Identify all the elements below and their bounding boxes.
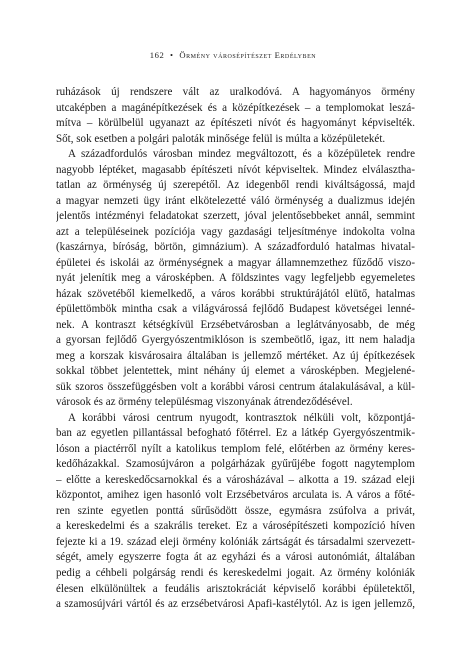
- text-line: ruházások új rendszere vált az uralkodóvá. A hagyományos örmény: [56, 86, 415, 98]
- text-line: Sőt, sok esetben a polgári paloták minősége felül is múlta a középületekét.: [56, 132, 386, 145]
- running-head-title: Örmény városépítészet Erdélyben: [179, 50, 317, 60]
- text-line: a szamosújvári vártól és az erzsébetvárosi Apafi-kastélytól. Az is igen jellemző,: [56, 598, 415, 611]
- text-line: sokkal többet jelentettek, mint néhány új elemet a városképben. Megjelené-: [56, 365, 415, 378]
- text-line: A századfordulós városban mindez megváltozott, és a középületek rendre: [68, 148, 415, 161]
- text-line: ségét, amely egyszerre fogta át az egyházi és a városi autonómiát, általában: [56, 551, 415, 564]
- text-line: a magyar nemzeti ügy iránt elkötelezetté váló örménység a dualizmus idején: [56, 194, 415, 207]
- text-line: épületei és iskolái az örménységnek a magyar államnemzethez fűződő viszo-: [56, 256, 415, 269]
- text-line: ren szinte egyetlen ponttá sűrűsödött össze, egymásra zsúfolva a privát,: [56, 504, 415, 517]
- body-text: [56, 85, 415, 613]
- text-line: jelentős intézményi feladatokat szerzett, jóval jelentősebbeket annál, semmint: [56, 210, 415, 223]
- text-line: ban az egyetlen pillantással befogható főtérrel. Ez a látkép Gyergyószentmik-: [56, 427, 415, 440]
- text-line: központot, amihez igen hasonló volt Erzsébetváros arculata is. A város a főté-: [56, 489, 415, 502]
- text-line: nyát jelenítik meg a városképben. A földszintes vagy legfeljebb egyemeletes: [56, 272, 415, 285]
- text-line: pedig a céhbeli polgárság rendi és kereskedelmi jogait. Az örmény kolóniák: [56, 566, 415, 579]
- text-line: a kereskedelmi és a szakrális tereket. Ez a városépítészeti kompozíció híven: [56, 520, 415, 533]
- text-line: azt a településeinek pozíciója vagy gazdasági teljesítménye indokolta volna: [56, 225, 415, 238]
- text-line: mítva – körülbelül ugyanazt az építészeti nívót és hagyományt képviselték.: [56, 117, 415, 130]
- text-line: házak szövetéből kiemelkedő, a város korábbi struktúrájától elütő, hatalmas: [56, 287, 415, 300]
- text-line: utcaképben a magánépítkezések és a középítkezések – a templomokat leszá-: [56, 101, 415, 114]
- text-line: a gyorsan fejlődő Gyergyószentmiklóson is szembeötlő, igaz, itt nem haladja: [56, 334, 415, 347]
- text-line: nek. A kontraszt kétségkívül Erzsébetvárosban a leglátványosabb, de még: [56, 318, 415, 331]
- text-line: nagyobb léptéket, magasabb építészeti nívót képviseltek. Mindez elválasztha-: [56, 163, 415, 176]
- text-line: kedőházakkal. Szamosújváron a polgárházak gyűrűjébe fogott nagytemplom: [56, 458, 415, 471]
- running-head: [0, 50, 466, 60]
- text-line: fejezte ki a 19. század eleji örmény kolóniák zártságát és társadalmi szervezett-: [56, 535, 415, 548]
- text-line: meg a korszak kisvárosaira általában is jellemző mértéket. Az új építkezések: [56, 349, 415, 362]
- text-line: épülettömbök mintha csak a világvárossá fejlődő Budapest követségei lenné-: [56, 303, 415, 316]
- text-line: (kaszárnya, bíróság, börtön, gimnázium). A századforduló hatalmas hivatal-: [56, 241, 415, 254]
- text-line: városok és az örmény településmag viszonyának átrendeződésével.: [56, 396, 353, 409]
- text-line: A korábbi városi centrum nyugodt, kontrasztok nélküli volt, központjá-: [68, 411, 415, 424]
- text-line: élesen elkülönültek a feudális arisztokráciát képviselő korábbi épületektől,: [56, 582, 415, 595]
- text-line: – előtte a kereskedőcsarnokkal és a városházával – alkotta a 19. század eleji: [56, 473, 415, 486]
- text-line: lóson a piactérről nyílt a katolikus templom felé, előtérben az örmény keres-: [56, 442, 415, 455]
- text-line: tatlan az örménység új szerepétől. Az idegenből rendi kiváltságossá, majd: [56, 179, 415, 192]
- page-number: 162: [149, 50, 165, 60]
- running-head-separator: •: [170, 50, 174, 60]
- text-line: sük szoros összefüggésben volt a korábbi városi centrum átalakulásával, a kül-: [56, 380, 415, 393]
